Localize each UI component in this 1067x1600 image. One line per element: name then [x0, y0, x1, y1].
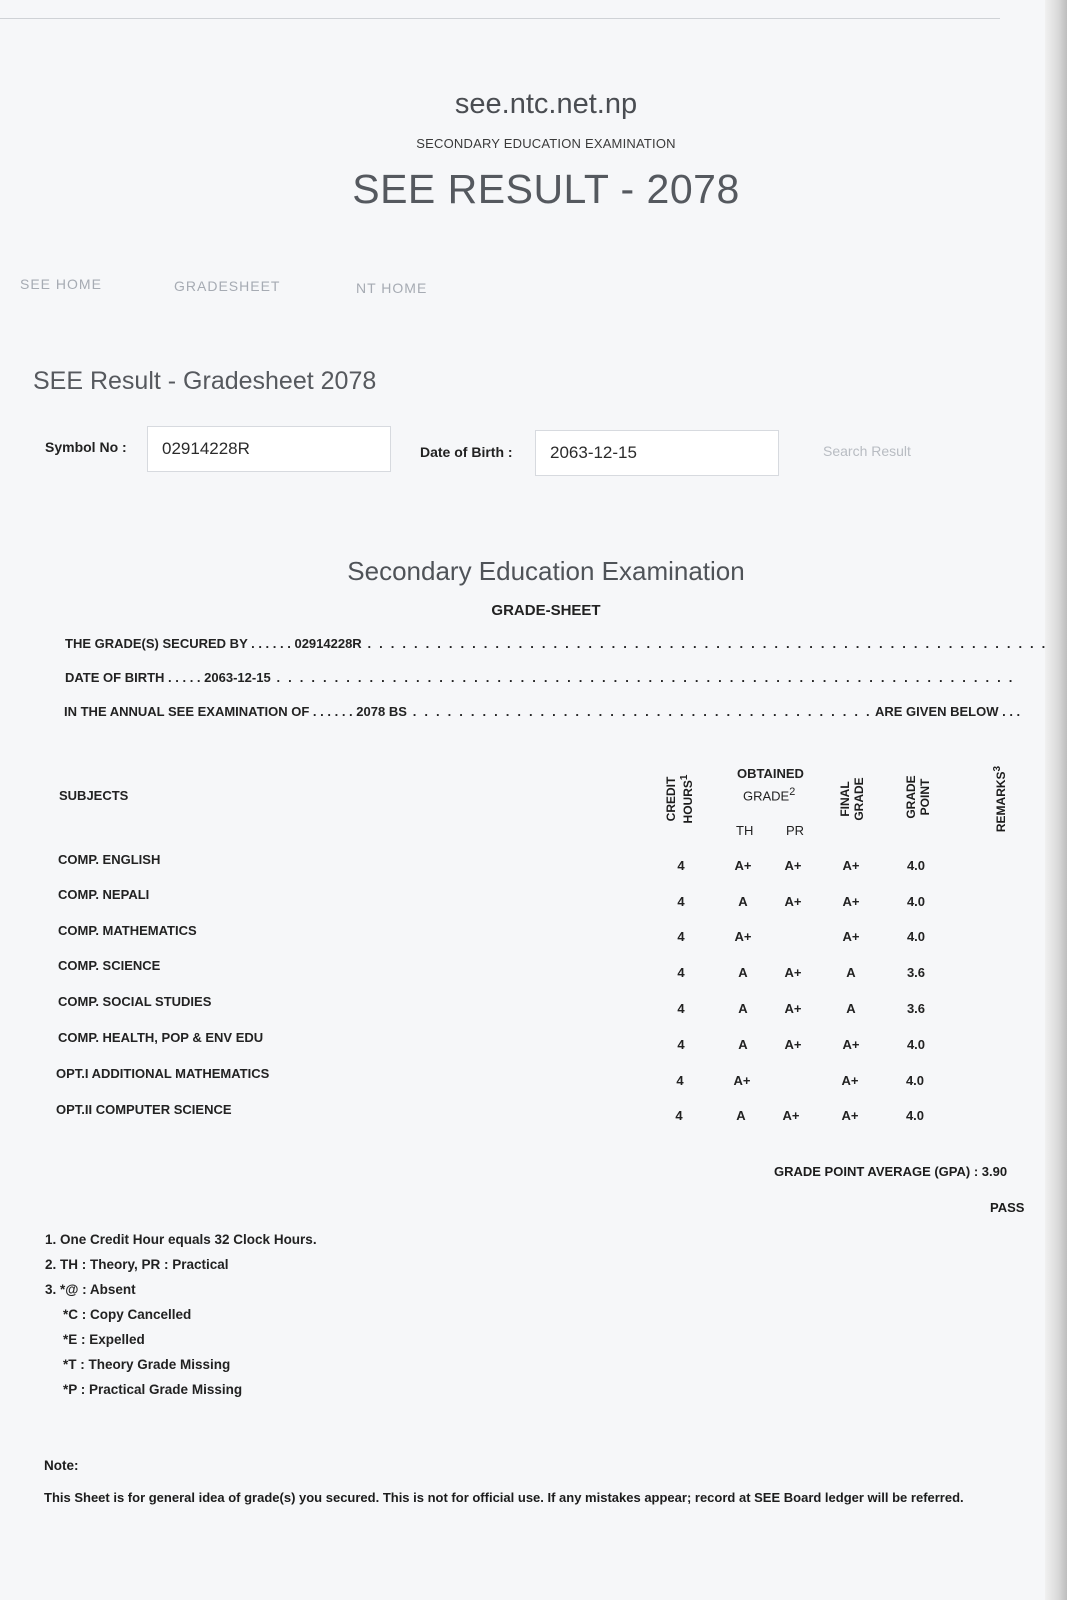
row-subject: OPT.I ADDITIONAL MATHEMATICS [56, 1066, 270, 1081]
row-final: A+ [842, 929, 860, 944]
row-subject: COMP. ENGLISH [58, 852, 161, 867]
header-final-grade: FINAL GRADE [838, 777, 866, 821]
header-grade [743, 786, 795, 803]
footnote-theory-missing: *T : Theory Grade Missing [63, 1357, 231, 1372]
row-final: A+ [841, 1073, 859, 1088]
dob-line [65, 670, 1015, 685]
header-remarks [991, 762, 1008, 836]
footnote-copy-cancelled: *C : Copy Cancelled [63, 1307, 192, 1322]
row-subject: COMP. MATHEMATICS [58, 923, 197, 938]
row-credit: 4 [676, 1073, 684, 1088]
gpa-text: GRADE POINT AVERAGE (GPA) : 3.90 [774, 1164, 1008, 1179]
header-remarks-text: REMARKS [994, 771, 1008, 833]
row-credit: 4 [677, 965, 685, 980]
footnote-expelled: *E : Expelled [63, 1332, 145, 1347]
row-credit: 4 [675, 1108, 683, 1123]
exam-name: SECONDARY EDUCATION EXAMINATION [416, 136, 676, 151]
row-pr: A+ [784, 894, 802, 909]
exam-label: IN THE ANNUAL SEE EXAMINATION OF . . . . . . [64, 704, 353, 719]
row-credit: 4 [677, 894, 685, 909]
symbol-label: Symbol No : [45, 439, 127, 455]
header-obtained: OBTAINED [737, 766, 804, 781]
secured-by-dots: . . . . . . . . . . . . . . . . . . . . . . . . . . . . . . . . . . . . . . . . . . . . . . . . . . . . . . . . . . . [361, 636, 1048, 651]
header-pr: PR [786, 823, 805, 838]
exam-suffix: ARE GIVEN BELOW . . . [874, 704, 1021, 719]
sheet-dob-label: DATE OF BIRTH . . . . . [65, 670, 201, 685]
header-subjects: SUBJECTS [59, 788, 129, 803]
exam-line [64, 704, 1020, 719]
header-grade-sup: 2 [789, 786, 796, 798]
scan-edge-shadow [1045, 0, 1067, 1600]
row-point: 3.6 [906, 965, 926, 980]
row-point: 4.0 [905, 1073, 925, 1088]
row-subject: COMP. SCIENCE [58, 958, 161, 973]
sheet-dob-value: 2063-12-15 [204, 670, 271, 685]
row-point: 4.0 [906, 929, 926, 944]
row-th: A [738, 1037, 748, 1052]
row-point: 3.6 [906, 1001, 926, 1016]
nav-see-home[interactable]: SEE HOME [20, 276, 102, 292]
note-title: Note: [44, 1458, 79, 1473]
row-final: A+ [842, 894, 860, 909]
row-th: A+ [734, 929, 752, 944]
row-credit: 4 [677, 929, 685, 944]
footnote-1: 1. One Credit Hour equals 32 Clock Hours. [45, 1232, 317, 1247]
row-final: A [846, 1001, 856, 1016]
row-credit: 4 [677, 1001, 685, 1016]
exam-value: 2078 BS [356, 704, 407, 719]
page-title: SEE Result - Gradesheet 2078 [33, 367, 377, 395]
footnote-2: 2. TH : Theory, PR : Practical [45, 1257, 229, 1272]
row-credit: 4 [677, 858, 685, 873]
sheet-dob-dots: . . . . . . . . . . . . . . . . . . . . . . . . . . . . . . . . . . . . . . . . . . . . . . . . . . . . . . . . . . . . . . . . [270, 670, 1015, 685]
row-point: 4.0 [906, 1037, 926, 1052]
search-result-button[interactable]: Search Result [823, 443, 911, 459]
row-th: A+ [733, 1073, 751, 1088]
footnote-practical-missing: *P : Practical Grade Missing [63, 1382, 243, 1397]
result-title: SEE RESULT - 2078 [352, 166, 740, 212]
row-pr: A+ [782, 1108, 800, 1123]
row-credit: 4 [677, 1037, 685, 1052]
result-status: PASS [990, 1200, 1025, 1215]
secured-by-label: THE GRADE(S) SECURED BY . . . . . . [65, 636, 291, 651]
row-subject: COMP. NEPALI [58, 887, 150, 902]
dob-label: Date of Birth : [420, 444, 513, 460]
row-point: 4.0 [906, 894, 926, 909]
top-divider [0, 18, 1000, 19]
row-subject: OPT.II COMPUTER SCIENCE [56, 1102, 232, 1117]
site-domain: see.ntc.net.np [454, 88, 638, 120]
row-th: A [738, 1001, 748, 1016]
row-final: A+ [842, 1037, 860, 1052]
row-final: A+ [842, 858, 860, 873]
row-th: A [738, 965, 748, 980]
nav-gradesheet[interactable]: GRADESHEET [174, 278, 281, 294]
secured-by-value: 02914228R [294, 636, 362, 651]
row-subject: COMP. SOCIAL STUDIES [58, 994, 212, 1009]
footnote-3: 3. *@ : Absent [45, 1282, 136, 1297]
row-pr: A+ [784, 965, 802, 980]
header-credit-hours-text: CREDIT HOURS [664, 776, 695, 824]
gradesheet-label: GRADE-SHEET [491, 602, 601, 619]
row-pr: A+ [784, 858, 802, 873]
sheet-title: Secondary Education Examination [347, 556, 745, 586]
dob-input[interactable] [535, 430, 779, 476]
header-grade-text: GRADE [743, 788, 790, 804]
header-credit-hours [664, 770, 695, 828]
row-th: A+ [734, 858, 752, 873]
row-point: 4.0 [906, 858, 926, 873]
exam-dots: . . . . . . . . . . . . . . . . . . . . . . . . . . . . . . . . . . . . . . . . [406, 704, 872, 719]
header-credit-sup: 1 [679, 774, 690, 781]
row-th: A [736, 1108, 746, 1123]
row-th: A [738, 894, 748, 909]
note-text: This Sheet is for general idea of grade(s) you secured. This is not for official use. If any mistakes appear; record at SEE Board ledger will be referred. [44, 1490, 964, 1505]
header-grade-point: GRADE POINT [904, 775, 932, 819]
row-pr: A+ [784, 1001, 802, 1016]
header-th: TH [736, 823, 754, 838]
header-remarks-sup: 3 [992, 765, 1003, 772]
nav-nt-home[interactable]: NT HOME [356, 280, 428, 296]
symbol-input[interactable] [147, 426, 391, 472]
secured-by-line [65, 636, 1048, 651]
row-final: A+ [841, 1108, 859, 1123]
row-subject: COMP. HEALTH, POP & ENV EDU [58, 1030, 264, 1045]
row-pr: A+ [784, 1037, 802, 1052]
row-point: 4.0 [905, 1108, 925, 1123]
row-final: A [846, 965, 856, 980]
